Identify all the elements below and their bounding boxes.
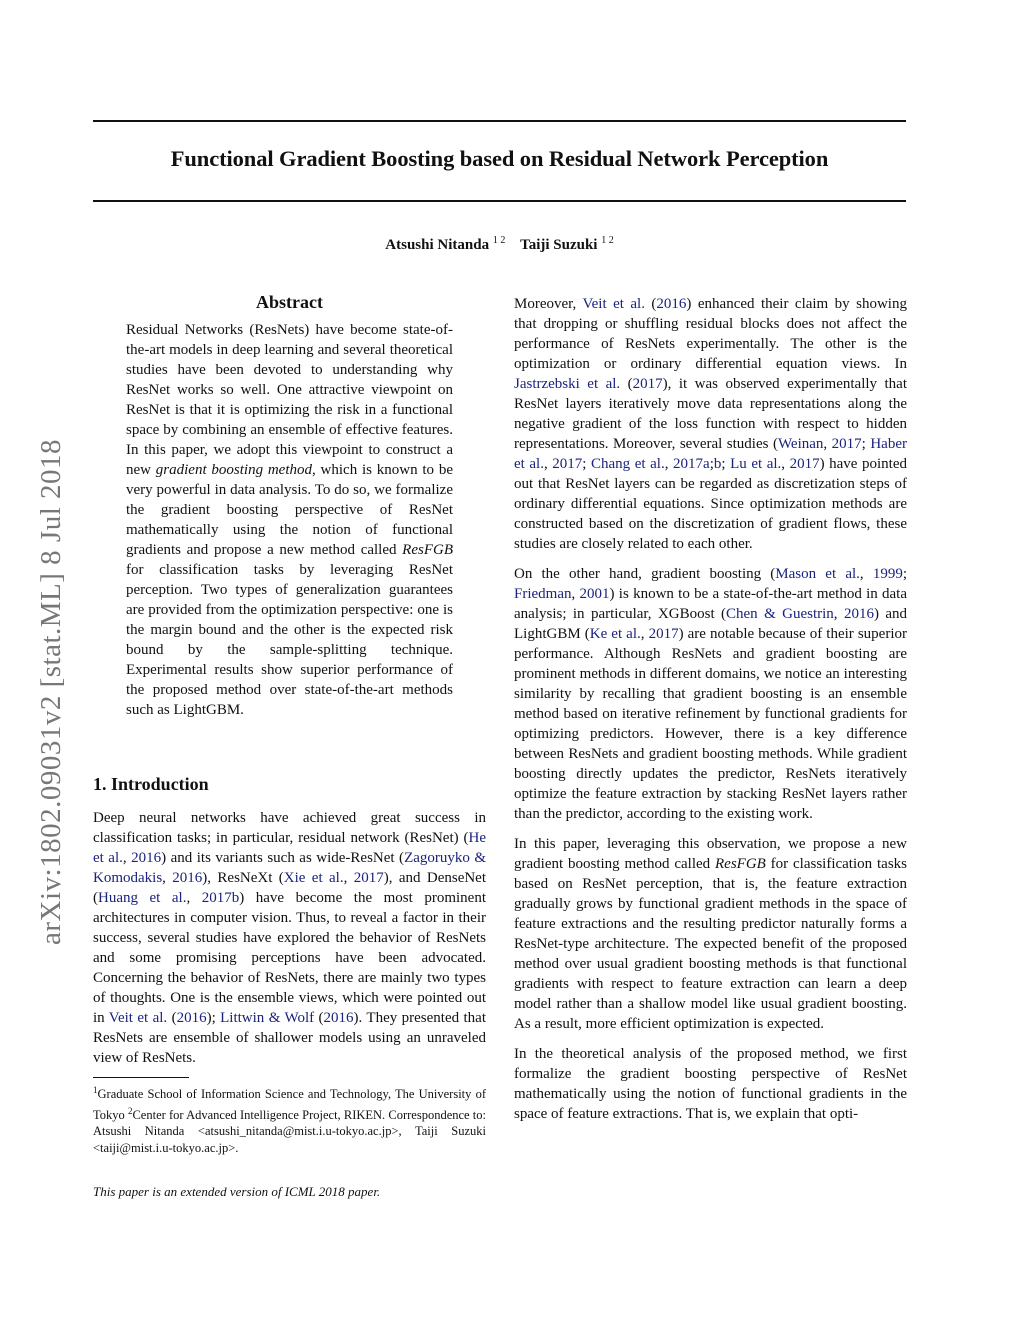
author-affiliation: 1 2	[601, 235, 614, 246]
footnote: $^1$Graduate School of Information Science and Technology, The University of Tokyo $^2$Center for Advanced Intelligence Project, RIKEN. Correspondence to: Atsushi Nitanda <atsushi_nitanda@mist.i.u-tokyo.ac.jp>, Taiji Suzuki <taiji@mist.i.u-tokyo.ac.jp>.	[93, 1085, 486, 1155]
citation-link[interactable]: Jastrzebski et al.	[514, 376, 621, 392]
citation-link[interactable]: 2016	[176, 1010, 207, 1026]
citation-link[interactable]: Lu et al.	[730, 456, 782, 472]
citation-link[interactable]: Huang et al.	[98, 890, 187, 906]
citation-link[interactable]: Ke et al.	[589, 626, 641, 642]
citation-link[interactable]: Littwin & Wolf	[220, 1010, 315, 1026]
citation-link[interactable]: 2016	[172, 870, 203, 886]
citation-link[interactable]: 2017	[831, 436, 862, 452]
citation-link[interactable]: 2016	[323, 1010, 354, 1026]
author-name: Taiji Suzuki	[520, 237, 598, 253]
citation-link[interactable]: Xie et al.	[283, 870, 344, 886]
citation-link[interactable]: Chen & Guestrin	[726, 606, 834, 622]
citation-link[interactable]: 2017	[632, 376, 663, 392]
section-heading-introduction: 1. Introduction	[93, 774, 209, 794]
citation-link[interactable]: 2017a	[673, 456, 710, 472]
title-rule-bottom	[93, 200, 906, 202]
paper-title: Functional Gradient Boosting based on Residual Network Perception	[170, 146, 829, 171]
paragraph: In the theoretical analysis of the proposed method, we first formalize the gradient boosting perspective of ResNet mathematically using the notion of functional gradients in the space of feature extractions. That is, we explain that opti-	[514, 1046, 907, 1122]
citation-link[interactable]: Weinan	[777, 436, 824, 452]
citation-link[interactable]: 2001	[579, 586, 610, 602]
emphasis: ResFGB	[715, 856, 766, 872]
footnote-rule	[93, 1077, 189, 1078]
paragraph: Moreover, Veit et al. (2016) enhanced their claim by showing that dropping or shuffling residual blocks does not affect the performance of ResNets experimentally. The other is the optimization or ordinary differential equation views. In Jastrzebski et al. (2017), it was observed experimentally that ResNet layers iteratively move data representations along the negative gradient of the loss function with respect to hidden representations. Moreover, several studies (Weinan, 2017; Haber et al., 2017; Chang et al., 2017a;b; Lu et al., 2017) have pointed out that ResNet layers can be regarded as discretization steps of ordinary differential equations. Since optimization methods are constructed based on the discretization of gradient flows, these studies are closely related to each other.	[514, 296, 908, 552]
title-rule-top	[93, 120, 906, 122]
citation-link[interactable]: 1999	[872, 566, 903, 582]
citation-link[interactable]: 2017	[648, 626, 679, 642]
introduction-paragraph: Deep neural networks have achieved great success in classification tasks; in particular, residual network (ResNet) (He et al., 2016) and its variants such as wide-ResNet (Zagoruyko & Komodakis, 2016), ResNeXt (Xie et al., 2017), and DenseNet (Huang et al., 2017b) have become the most prominent architectures in computer vision. Thus, to reveal a factor in their success, several studies have explored the behavior of ResNets and some promising perceptions have been advocated. Concerning the behavior of ResNets, there are mainly two types of thoughts. One is the ensemble views, which were pointed out in Veit et al. (2016); Littwin & Wolf (2016). They presented that ResNets are ensemble of shallower models using an unraveled view of ResNets.	[93, 810, 487, 1066]
paragraph: In this paper, leveraging this observation, we propose a new gradient boosting method called ResFGB for classification tasks based on ResNet perception, that is, the feature extraction gradually grows by functional gradient methods in the space of feature extractions and the resulting predictor naturally forms a ResNet-type architecture. The expected benefit of the proposed method over usual gradient boosting methods is that functional gradients with respect to feature extraction can learn a deep model rather than a shallow model like usual gradient boosting. As a result, more efficient optimization is expected.	[514, 836, 907, 1032]
citation-link[interactable]: 2017	[353, 870, 384, 886]
citation-link[interactable]: 2016	[131, 850, 162, 866]
abstract-body: Residual Networks (ResNets) have become state-of-the-art models in deep learning and several theoretical studies have been devoted to understanding why ResNet works so well. One attractive viewpoint on ResNet is that it is optimizing the risk in a functional space by combining an ensemble of effective features. In this paper, we adopt this viewpoint to construct a new gradient boosting method, which is known to be very powerful in data analysis. To do so, we formalize the gradient boosting perspective of ResNet mathematically using the notion of functional gradients and propose a new method called ResFGB for classification tasks by leveraging ResNet perception. Two types of generalization guarantees are provided from the optimization perspective: one is the margin bound and the other is the expected risk bound by the sample-splitting technique. Experimental results show superior performance of the proposed method over state-of-the-art methods such as LightGBM.	[126, 322, 453, 718]
citation-link[interactable]: Chang et al.	[591, 456, 665, 472]
citation-link[interactable]: Veit et al.	[108, 1010, 168, 1026]
citation-link[interactable]: Friedman	[514, 586, 572, 602]
citation-link[interactable]: 2016	[843, 606, 874, 622]
citation-link[interactable]: Veit et al.	[582, 296, 645, 312]
citation-link[interactable]: Haber et al.	[514, 436, 907, 472]
abstract-heading: Abstract	[256, 292, 323, 312]
emphasis: ResFGB	[402, 542, 453, 558]
extended-version-note: This paper is an extended version of ICML 2018 paper.	[93, 1184, 381, 1199]
author-affiliation: 1 2	[492, 235, 506, 246]
citation-link[interactable]: 2017	[789, 456, 820, 472]
arxiv-stamp: arXiv:1802.09031v2 [stat.ML] 8 Jul 2018	[35, 438, 67, 945]
citation-link[interactable]: 2017	[552, 456, 583, 472]
citation-link[interactable]: He et al.	[93, 830, 486, 866]
citation-link[interactable]: 2017b	[201, 890, 240, 906]
citation-link[interactable]: 2016	[656, 296, 687, 312]
author-list	[93, 235, 906, 254]
citation-link[interactable]: Mason et al.	[775, 566, 860, 582]
author-name: Atsushi Nitanda	[385, 237, 490, 253]
citation-link[interactable]: Zagoruyko & Komodakis	[93, 850, 487, 886]
emphasis: gradient boosting method	[155, 462, 313, 478]
paragraph: On the other hand, gradient boosting (Mason et al., 1999; Friedman, 2001) is known to be a state-of-the-art method in data analysis; in particular, XGBoost (Chen & Guestrin, 2016) and LightGBM (Ke et al., 2017) are notable because of their superior performance. Although ResNets and gradient boosting are prominent methods in different domains, we notice an interesting similarity by recalling that gradient boosting is an ensemble method based on iterative refinement by functional gradients for optimizing predictors. However, there is a key difference between ResNets and gradient boosting methods. While gradient boosting directly updates the predictor, ResNets iteratively optimize the feature extraction by stacking ResNet layers rather than the predictor, according to the existing work.	[514, 566, 908, 822]
right-column	[514, 294, 907, 1124]
citation-link[interactable]: b	[713, 456, 722, 472]
